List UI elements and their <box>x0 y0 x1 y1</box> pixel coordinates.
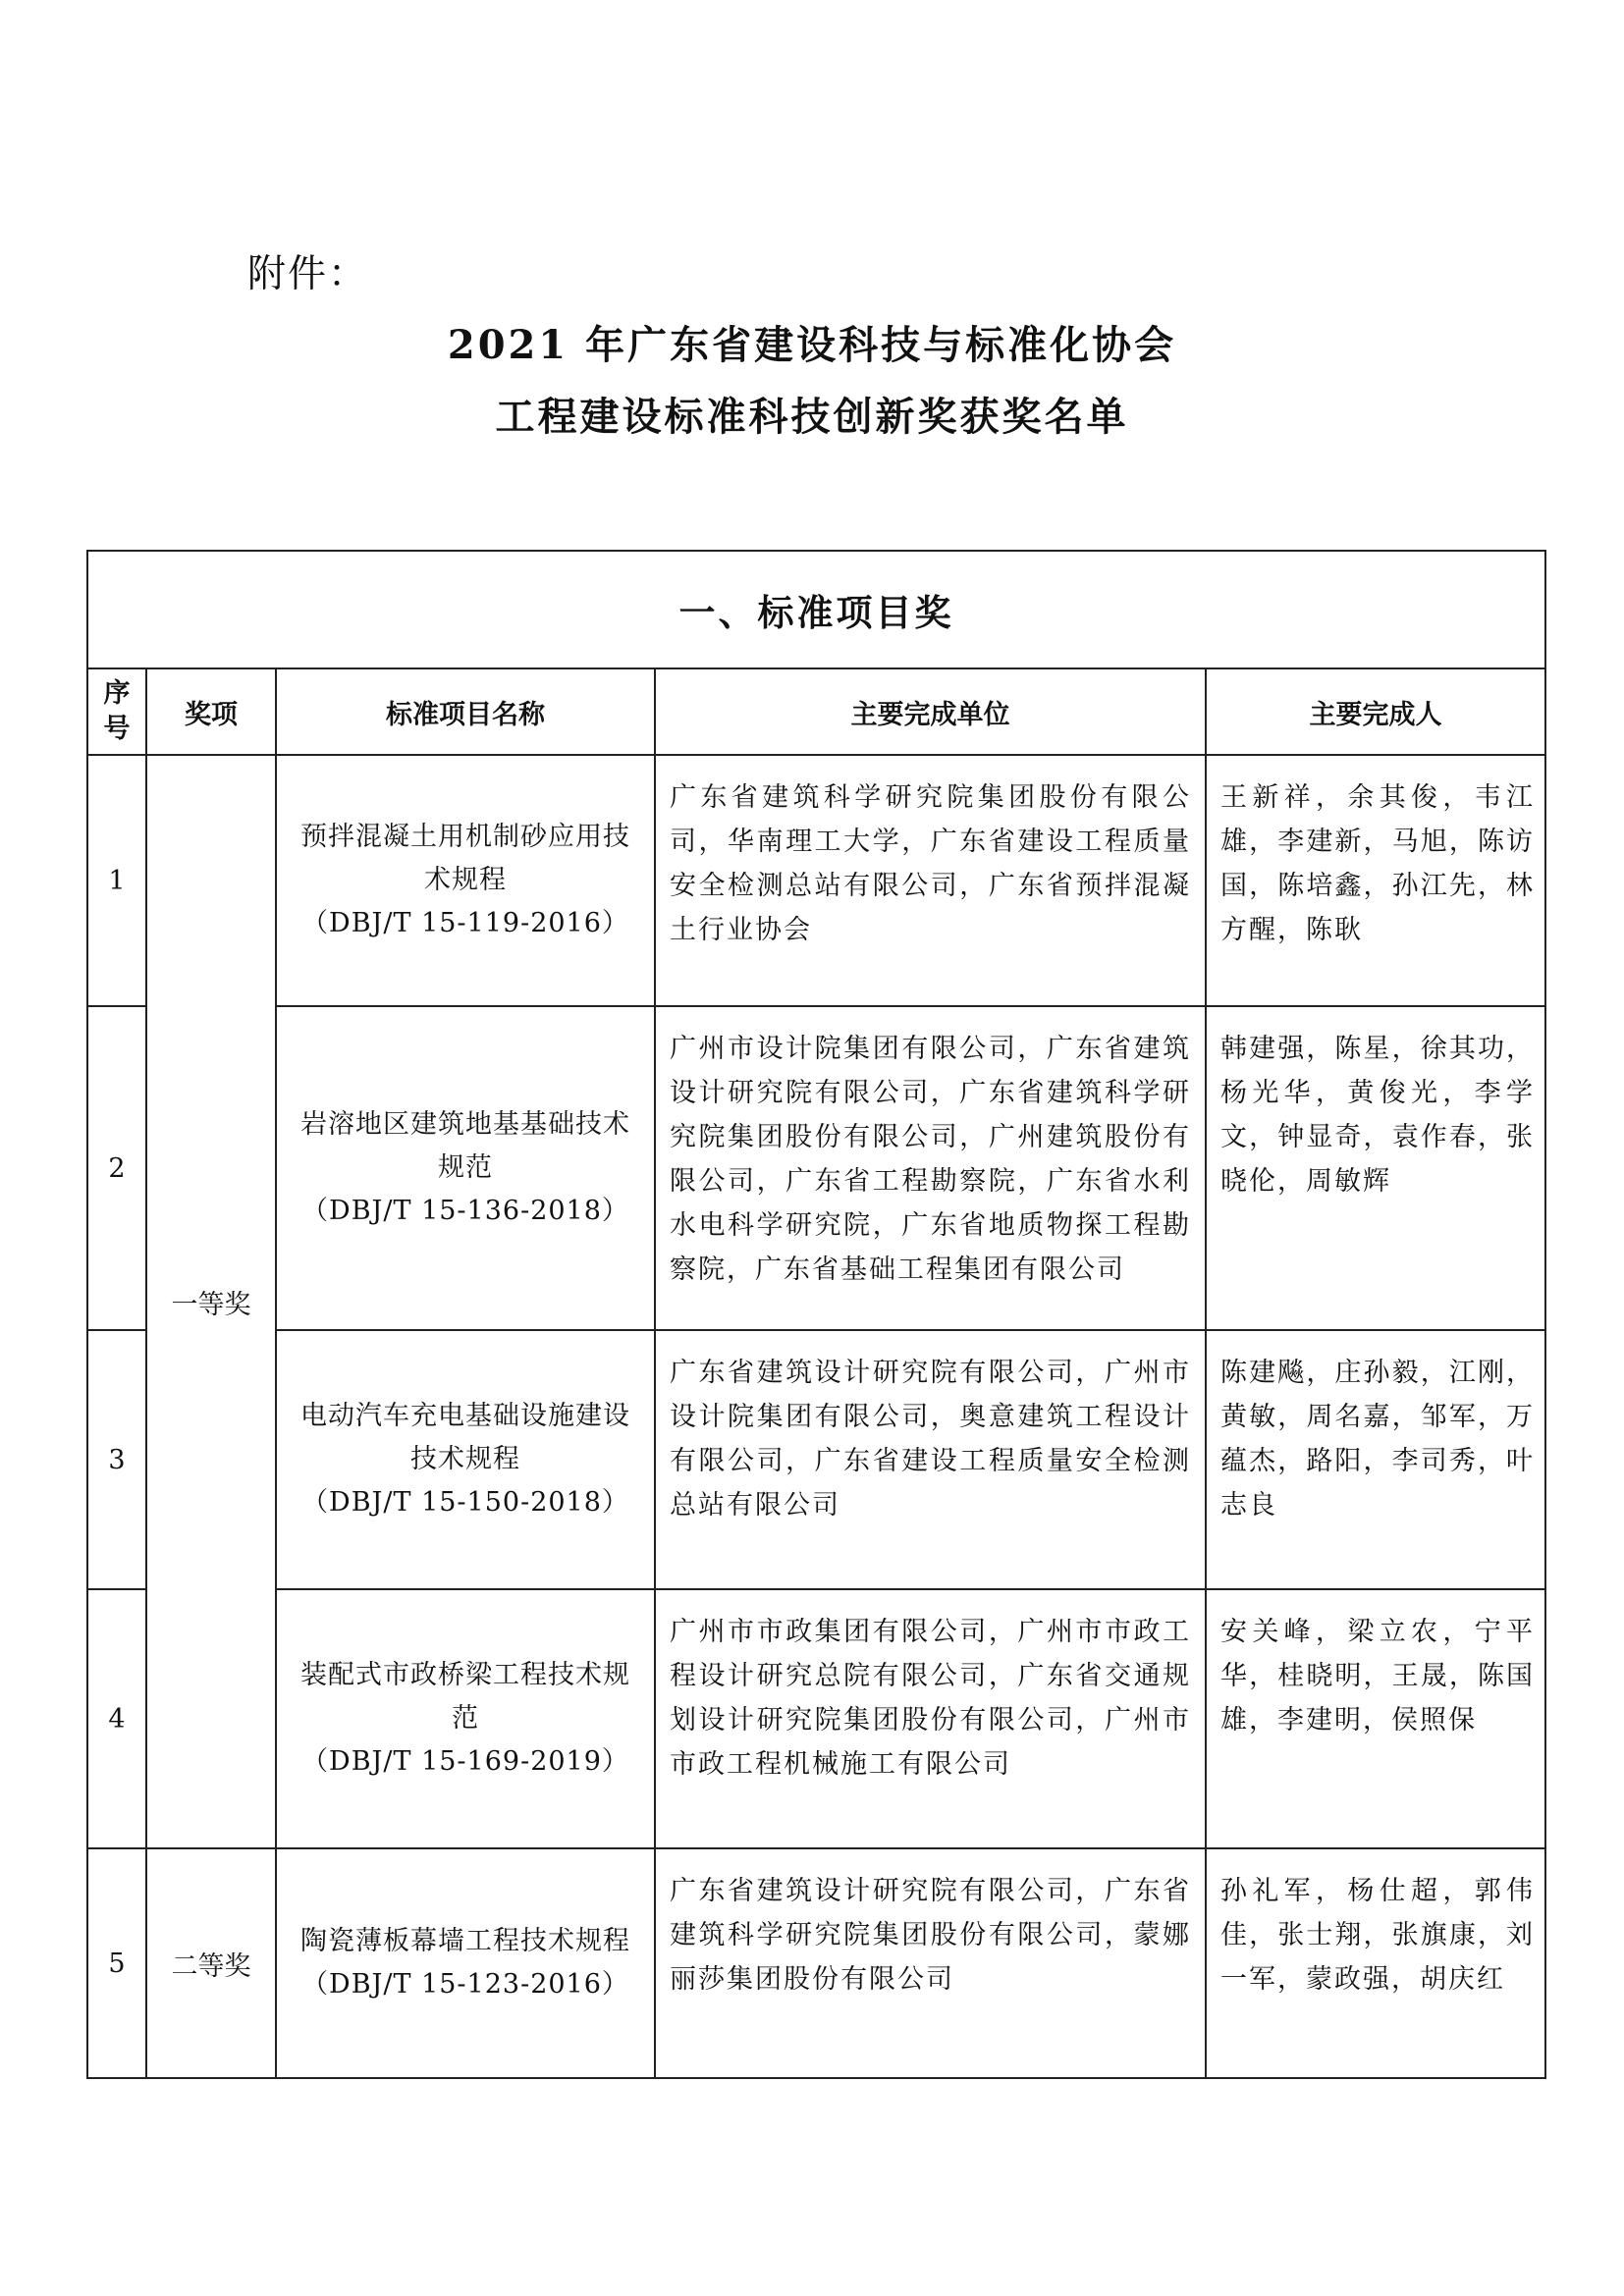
table-row <box>87 1848 1545 2078</box>
project-name-cell <box>276 1589 655 1848</box>
project-code: （DBJ/T 15-119-2016） <box>301 908 629 938</box>
header-award: 奖项 <box>146 668 276 755</box>
units-cell: 广州市市政集团有限公司，广州市市政工程设计研究总院有限公司，广东省交通规划设计研究院集团股份有限公司，广州市市政工程机械施工有限公司 <box>655 1589 1206 1848</box>
project-name: 装配式市政桥梁工程技术规范 <box>300 1660 630 1734</box>
document-title-line-1: 2021 年广东省建设科技与标准化协会 <box>447 322 1177 368</box>
project-name: 预拌混凝土用机制砂应用技术规程 <box>300 822 630 895</box>
units-cell: 广州市设计院集团有限公司，广东省建筑设计研究院有限公司，广东省建筑科学研究院集团股份有限公司，广州建筑股份有限公司，广东省工程勘察院，广东省水利水电科学研究院，广东省地质物探工程勘察院，广东省基础工程集团有限公司 <box>655 1006 1206 1330</box>
project-code: （DBJ/T 15-123-2016） <box>301 1969 629 2000</box>
people-cell: 陈建飚，庄孙毅，江刚，黄敏，周名嘉，邹军，万蕴杰，路阳，李司秀，叶志良 <box>1206 1330 1545 1589</box>
header-units: 主要完成单位 <box>655 668 1206 755</box>
header-seq <box>87 668 146 755</box>
seq-cell: 2 <box>87 1006 146 1330</box>
table-row <box>87 1330 1545 1589</box>
section-title: 一、标准项目奖 <box>87 551 1545 668</box>
project-code: （DBJ/T 15-136-2018） <box>301 1196 629 1226</box>
project-code: （DBJ/T 15-150-2018） <box>301 1487 629 1518</box>
seq-cell: 5 <box>87 1848 146 2078</box>
table-row <box>87 1589 1545 1848</box>
people-cell: 韩建强，陈星，徐其功，杨光华，黄俊光，李学文，钟显奇，袁作春，张晓伦，周敏辉 <box>1206 1006 1545 1330</box>
units-cell: 广东省建筑设计研究院有限公司，广东省建筑科学研究院集团股份有限公司，蒙娜丽莎集团股份有限公司 <box>655 1848 1206 2078</box>
award-level-second: 二等奖 <box>146 1848 276 2078</box>
people-cell: 孙礼军，杨仕超，郭伟佳，张士翔，张旗康，刘一军，蒙政强，胡庆红 <box>1206 1848 1545 2078</box>
seq-cell: 1 <box>87 755 146 1006</box>
header-project-name: 标准项目名称 <box>276 668 655 755</box>
project-name-cell <box>276 1330 655 1589</box>
project-name-cell <box>276 1006 655 1330</box>
award-table <box>86 550 1546 2079</box>
seq-cell: 3 <box>87 1330 146 1589</box>
attachment-label: 附件： <box>247 252 369 296</box>
units-cell: 广东省建筑科学研究院集团股份有限公司，华南理工大学，广东省建设工程质量安全检测总站有限公司，广东省预拌混凝土行业协会 <box>655 755 1206 1006</box>
project-name-cell <box>276 755 655 1006</box>
project-name: 电动汽车充电基础设施建设技术规程 <box>300 1401 630 1474</box>
header-people: 主要完成人 <box>1206 668 1545 755</box>
section-row <box>87 551 1545 668</box>
document-title-line-2: 工程建设标准科技创新奖获奖名单 <box>495 394 1129 440</box>
header-seq-line-2: 号 <box>103 714 131 744</box>
seq-cell: 4 <box>87 1589 146 1848</box>
project-name: 陶瓷薄板幕墙工程技术规程 <box>300 1926 630 1956</box>
header-seq-line-1: 序 <box>103 678 131 709</box>
project-code: （DBJ/T 15-169-2019） <box>301 1746 629 1777</box>
units-cell: 广东省建筑设计研究院有限公司，广州市设计院集团有限公司，奥意建筑工程设计有限公司，广东省建设工程质量安全检测总站有限公司 <box>655 1330 1206 1589</box>
project-name-cell <box>276 1848 655 2078</box>
table-row <box>87 755 1545 1006</box>
table-row <box>87 1006 1545 1330</box>
project-name: 岩溶地区建筑地基基础技术规范 <box>300 1109 630 1183</box>
header-row <box>87 668 1545 755</box>
award-level-first: 一等奖 <box>146 755 276 1848</box>
people-cell: 安关峰，梁立农，宁平华，桂晓明，王晟，陈国雄，李建明，侯照保 <box>1206 1589 1545 1848</box>
people-cell: 王新祥，余其俊，韦江雄，李建新，马旭，陈访国，陈培鑫，孙江先，林方醒，陈耿 <box>1206 755 1545 1006</box>
